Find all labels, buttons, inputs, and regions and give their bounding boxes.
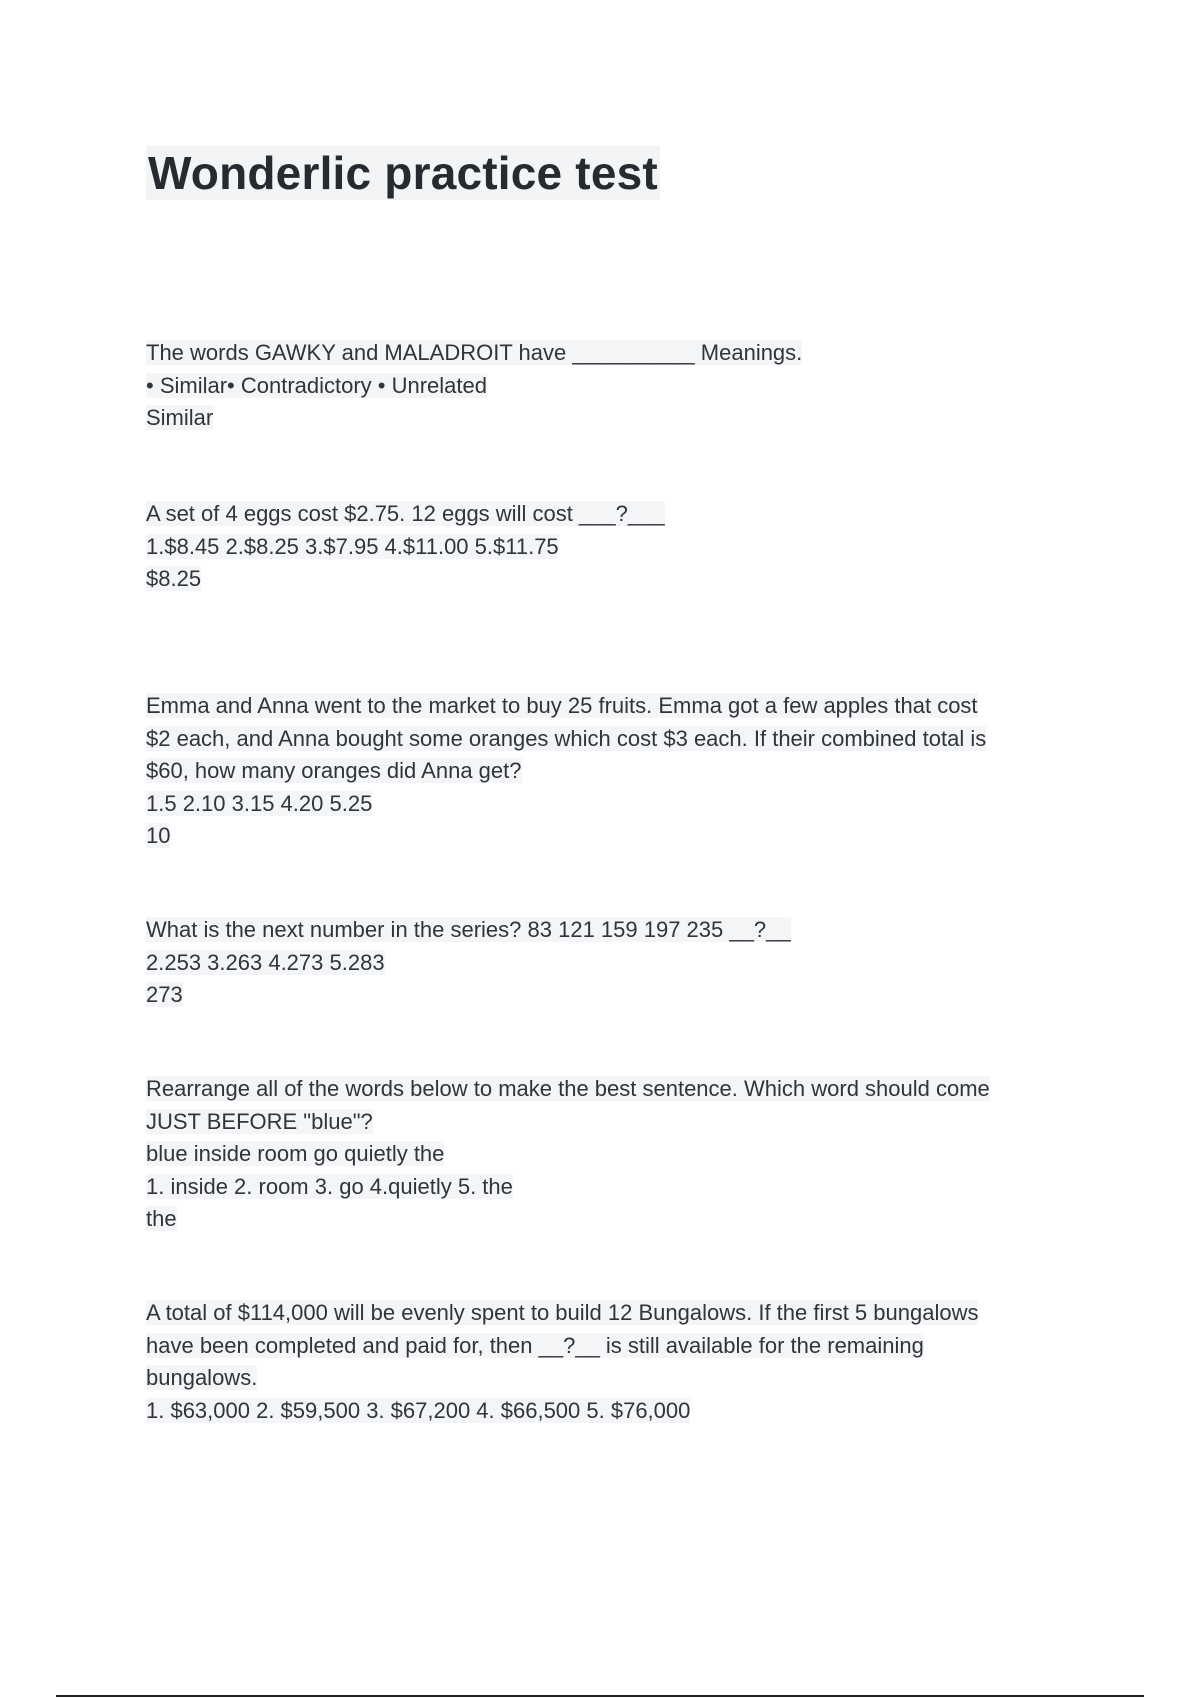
question-block [146,1297,1076,1427]
footer-divider [56,1695,1144,1697]
question-block [146,498,1076,596]
answer-options: 2.253 3.263 4.273 5.283 [146,949,385,975]
answer: 10 [146,823,171,848]
answer-options: 1. inside 2. room 3. go 4.quietly 5. the [146,1173,513,1199]
answer-options: 1.5 2.10 3.15 4.20 5.25 [146,790,373,816]
answer-options: • Similar• Contradictory • Unrelated [146,372,487,398]
question-text: $60, how many oranges did Anna get? [146,758,522,783]
answer: Similar [146,405,214,430]
question-text: A set of 4 eggs cost $2.75. 12 eggs will cost ___?___ [146,501,665,526]
question-block [146,337,1076,435]
answer: $8.25 [146,566,202,591]
question-block [146,914,1076,1012]
answer-options: 1.$8.45 2.$8.25 3.$7.95 4.$11.00 5.$11.75 [146,533,559,559]
answer: the [146,1206,177,1231]
answer: 273 [146,982,183,1007]
question-block [146,1073,1076,1236]
question-text: JUST BEFORE "blue"? [146,1108,373,1134]
question-block [146,690,1076,853]
question-text: bungalows. [146,1365,258,1390]
page-title: Wonderlic practice test [148,147,658,199]
question-text: Rearrange all of the words below to make the best sentence. Which word should come [146,1076,990,1101]
answer-options: 1. $63,000 2. $59,500 3. $67,200 4. $66,500 5. $76,000 [146,1397,691,1423]
question-text: $2 each, and Anna bought some oranges which cost $3 each. If their combined total is [146,725,987,751]
question-text: A total of $114,000 will be evenly spent to build 12 Bungalows. If the first 5 bungalows [146,1300,979,1325]
word-list: blue inside room go quietly the [146,1141,445,1166]
question-text: What is the next number in the series? 83 121 159 197 235 __?__ [146,917,791,942]
question-text: Emma and Anna went to the market to buy 25 fruits. Emma got a few apples that cost [146,693,978,718]
question-text: have been completed and paid for, then __?__ is still available for the remaining [146,1332,924,1358]
question-text: The words GAWKY and MALADROIT have __________ Meanings. [146,340,803,365]
